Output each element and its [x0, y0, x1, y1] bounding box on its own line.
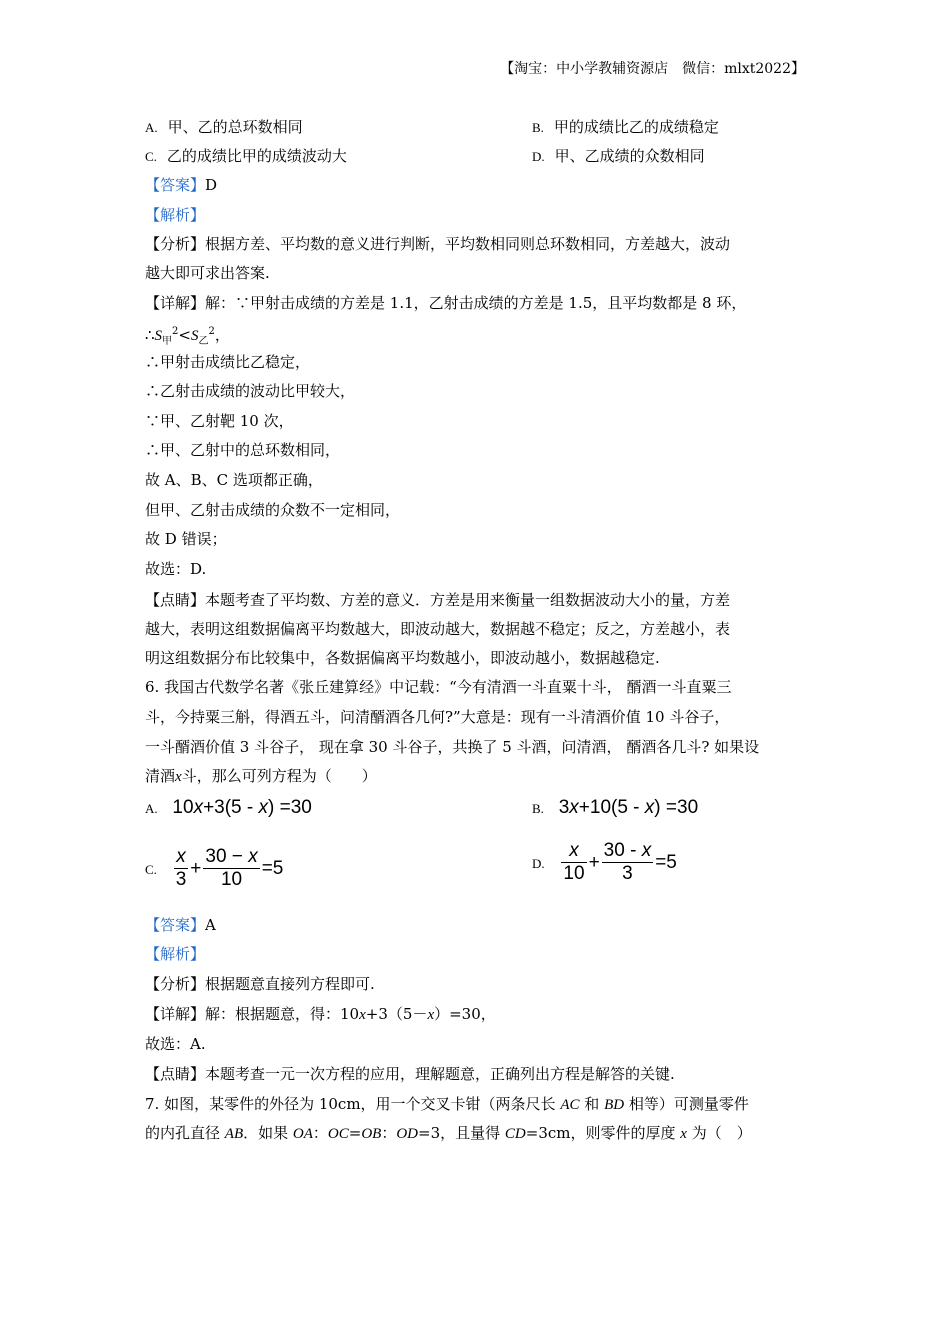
q7-stem-1: 7. 如图，某零件的外径为 10cm，用一个交叉卡钳（两条尺长 AC 和 BD 相等）可测量零件 — [145, 1095, 749, 1113]
q6-option-c: C. $\frac{x}{3}$ + $\frac{30 - x}{10}$ =5 — [145, 846, 284, 890]
q6-stem-3: 一斗醑酒价值 3 斗谷子， 现在拿 30 斗谷子，共换了 5 斗酒，问清酒， 醑酒各几斗? 如果设 — [145, 738, 760, 756]
q6-option-d: D. $\frac{x}{10}$ + $\frac{30 - x}{3}$ =5 — [532, 840, 677, 884]
step-line: 但甲、乙射击成绩的众数不一定相同， — [145, 501, 401, 519]
q6-answer-line: 【答案】A — [145, 916, 216, 934]
step-line: ∴甲射击成绩比乙稳定， — [145, 353, 311, 371]
option-b: B. 甲的成绩比乙的成绩稳定 — [532, 118, 719, 136]
page-header: 【淘宝：中小学教辅资源店 微信：mlxt2022】 — [500, 61, 805, 77]
dianjing-line-2: 越大，表明这组数据偏离平均数越大，即波动越大，数据越不稳定；反之，方差越小，表 — [145, 620, 731, 638]
q6-fenxi: 【分析】根据题意直接列方程即可. — [145, 975, 375, 993]
q7-stem-2: 的内孔直径 AB．如果 OA：OC=OB：OD=3，且量得 CD=3cm，则零件的厚度 x 为（ ） — [145, 1124, 752, 1142]
step-line: 故 A、B、C 选项都正确， — [145, 471, 323, 489]
q6-stem-1: 6. 我国古代数学名著《张丘建算经》中记载：“今有清酒一斗直粟十斗， 醑酒一斗直粟三 — [145, 678, 732, 696]
fenxi-line-2: 越大即可求出答案. — [145, 264, 270, 282]
q6-dianjing: 【点睛】本题考查一元一次方程的应用，理解题意，正确列出方程是解答的关键. — [145, 1065, 675, 1083]
q6-option-b: B. 3x+10(5 - x) =30 — [532, 797, 699, 818]
analysis-tag: 【解析】 — [145, 206, 206, 224]
step-line: ∴甲、乙射中的总环数相同， — [145, 441, 341, 459]
q6-choose: 故选：A. — [145, 1035, 206, 1053]
xiangjie-line-1: 【详解】解：∵甲射击成绩的方差是 1.1，乙射击成绩的方差是 1.5，且平均数都是 8 环， — [145, 294, 747, 312]
variance-compare: $\therefore S_甲^2<S_乙^2$， — [145, 326, 230, 347]
step-line: ∵甲、乙射靶 10 次， — [145, 412, 294, 430]
q6-stem-2: 斗，今持粟三斛，得酒五斗，问清醑酒各几何?”大意是：现有一斗清酒价值 10 斗谷子， — [145, 708, 730, 726]
q6-analysis-tag: 【解析】 — [145, 945, 206, 963]
step-line: ∴乙射击成绩的波动比甲较大， — [145, 382, 356, 400]
q6-option-a: A. 10x+3(5 - x) =30 — [145, 797, 312, 818]
q6-xiangjie: 【详解】解：根据题意，得：10x+3（5－x）=30， — [145, 1005, 496, 1023]
dianjing-line-1: 【点睛】本题考查了平均数、方差的意义．方差是用来衡量一组数据波动大小的量，方差 — [145, 591, 731, 609]
fenxi-line-1: 【分析】根据方差、平均数的意义进行判断，平均数相同则总环数相同，方差越大，波动 — [145, 235, 731, 253]
option-a: A. 甲、乙的总环数相同 — [145, 118, 303, 136]
option-d: D. 甲、乙成绩的众数相同 — [532, 147, 705, 165]
dianjing-line-3: 明这组数据分布比较集中，各数据偏离平均数越小，即波动越小，数据越稳定. — [145, 649, 660, 667]
option-c: C. 乙的成绩比甲的成绩波动大 — [145, 147, 347, 165]
step-line: 故选：D. — [145, 560, 207, 578]
step-line: 故 D 错误； — [145, 530, 227, 548]
q6-stem-4: 清酒x斗，那么可列方程为（ ） — [145, 767, 377, 785]
answer-line: 【答案】D — [145, 176, 218, 194]
